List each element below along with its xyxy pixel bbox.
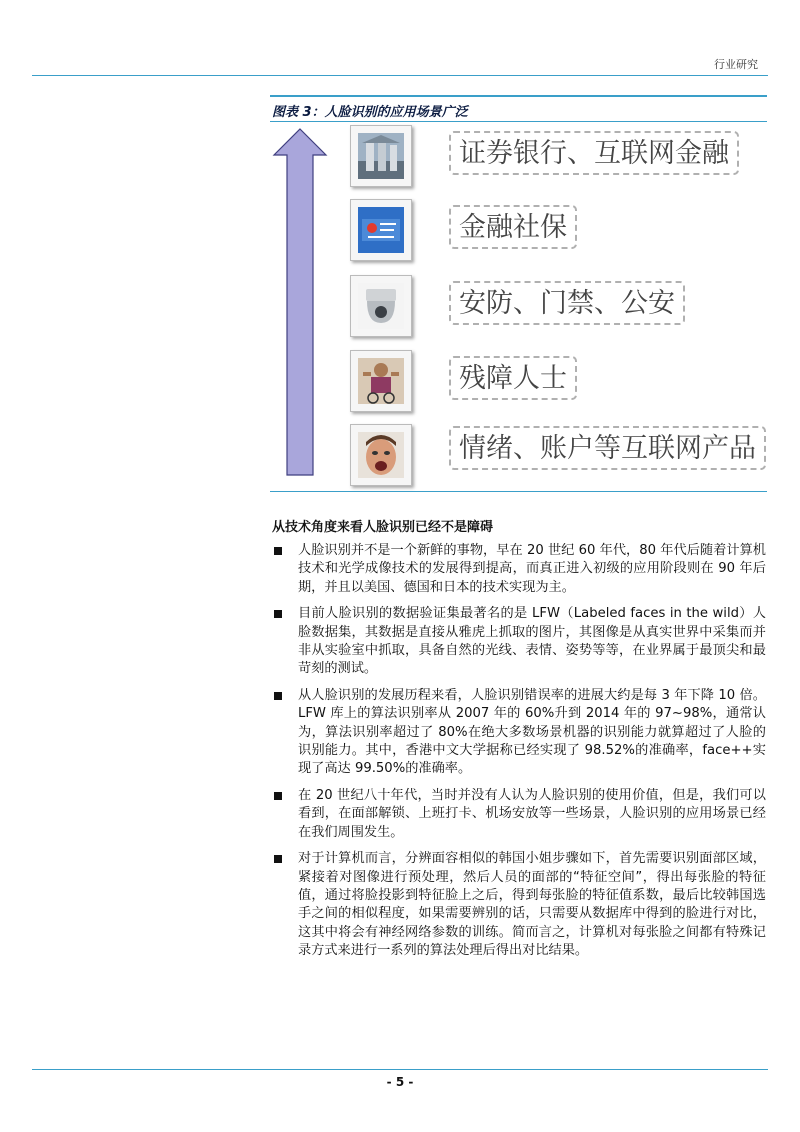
bullet-square-icon (274, 547, 282, 555)
security-camera-icon (350, 275, 412, 337)
figure-top-rule (270, 95, 767, 97)
emotion-face-icon (350, 424, 412, 486)
label-social-security: 金融社保 (449, 205, 577, 249)
list-item (272, 787, 766, 842)
label-security-access: 安防、门禁、公安 (449, 281, 685, 325)
label-disabled-people: 残障人士 (449, 356, 577, 400)
section-title: 从技术角度来看人脸识别已经不是障碍 (272, 520, 494, 535)
list-item (272, 850, 766, 960)
bullet-square-icon (274, 855, 282, 863)
header-rule (32, 75, 768, 76)
list-item (272, 687, 766, 779)
header-label: 行业研究 (714, 58, 758, 71)
up-arrow-icon (272, 127, 328, 477)
figure-title-rule (270, 121, 767, 122)
bullet-text: 目前人脸识别的数据验证集最著名的是 LFW（Labeled faces in the wild）人脸数据集，其数据是直接从雅虎上抓取的图片，其图像是从真实世界中采集而并非从实验室中抓取，具备自然的光线、表情、姿势等等，在业界属于最顶尖和最苛刻的测试。 (298, 606, 766, 677)
bullet-list (272, 542, 766, 969)
footer-rule (32, 1069, 768, 1070)
list-item (272, 542, 766, 597)
bank-building-icon (350, 125, 412, 187)
bullet-text: 在 20 世纪八十年代，当时并没有人认为人脸识别的使用价值，但是，我们可以看到，在面部解锁、上班打卡、机场安放等一些场景，人脸识别的应用场景已经在我们周围发生。 (298, 787, 766, 840)
social-security-card-icon (350, 199, 412, 261)
disabled-person-icon (350, 350, 412, 412)
page-number: - 5 - (386, 1075, 414, 1089)
bullet-square-icon (274, 610, 282, 618)
label-internet-products: 情绪、账户等互联网产品 (449, 426, 766, 470)
list-item (272, 605, 766, 679)
bullet-text: 人脸识别并不是一个新鲜的事物，早在 20 世纪 60 年代，80 年代后随着计算机技术和光学成像技术的发展得到提高，而真正进入初级的应用阶段则在 90 年后期，并且以美国、德国和日本的技术实现为主。 (298, 543, 766, 595)
label-securities-banking: 证券银行、互联网金融 (449, 131, 739, 175)
figure-bottom-rule (270, 491, 767, 492)
bullet-text: 从人脸识别的发展历程来看，人脸识别错误率的进展大约是每 3 年下降 10 倍。LFW 库上的算法识别率从 2007 年的 60%升到 2014 年的 97~98%，通常认为，算法识别率超过了 80%在绝大多数场景机器的识别能力就算超过了人脸的识别能力。其中，香港中文大学据称已经实现了 98.52%的准确率，face++实现了高达 99.50%的准确率。 (298, 687, 766, 777)
bullet-square-icon (274, 692, 282, 700)
figure-title: 图表 3：人脸识别的应用场景广泛 (272, 105, 468, 120)
bullet-square-icon (274, 792, 282, 800)
bullet-text: 对于计算机而言，分辨面容相似的韩国小姐步骤如下，首先需要识别面部区域，紧接着对图像进行预处理，然后人员的面部的“特征空间”，得出每张脸的特征值，通过将脸投影到特征脸上之后，得到每张脸的特征值系数，最后比较韩国选手之间的相似程度，如果需要辨别的话，只需要从数据库中得到的脸进行对比，这其中将会有神经网络参数的训练。简而言之，计算机对每张脸之间都有特殊记录方式来进行一系列的算法处理后得出对比结果。 (298, 851, 766, 959)
